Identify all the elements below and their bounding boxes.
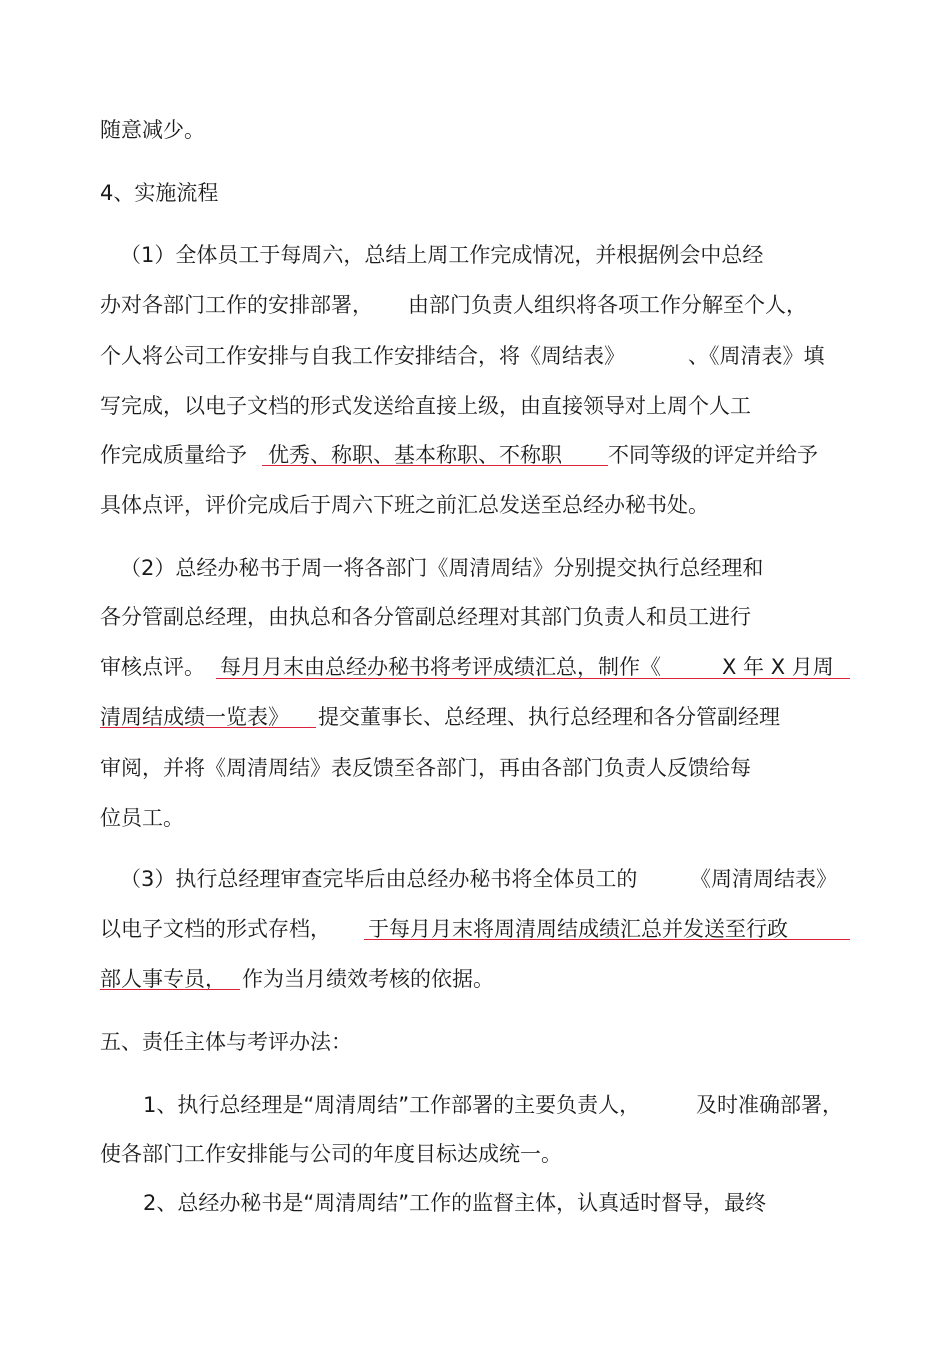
text-line (0, 115, 950, 145)
text-segment: 由部门负责人组织将各项工作分解至个人， (408, 293, 807, 317)
red-underline (100, 989, 240, 990)
red-underline (216, 678, 850, 679)
text-segment: （3）执行总经理审查完毕后由总经办秘书将全体员工的 (120, 867, 638, 891)
text-line (0, 290, 950, 320)
underlined-text: 优秀、称职、基本称职、不称职 (268, 443, 562, 467)
red-underline (262, 465, 608, 466)
underlined-text: 部人事专员， (100, 967, 226, 991)
section-heading (0, 178, 950, 208)
text-segment: 位员工。 (100, 806, 184, 830)
text-line (0, 602, 950, 632)
text-segment: 及时准确部署， (696, 1093, 843, 1117)
text-segment: 随意减少。 (100, 118, 205, 142)
text-segment: 以电子文档的形式存档， (100, 917, 331, 941)
underlined-text: X 年 X 月周 (722, 655, 834, 679)
text-segment: 不同等级的评定并给予 (608, 443, 818, 467)
text-segment: 五、责任主体与考评办法： (100, 1030, 352, 1054)
text-segment: 个人将公司工作安排与自我工作安排结合，将《周结表》 (100, 344, 625, 368)
text-segment: 各分管副总经理，由执总和各分管副总经理对其部门负责人和员工进行 (100, 605, 751, 629)
text-segment: 提交董事长、总经理、执行总经理和各分管副经理 (318, 705, 780, 729)
underlined-text: 每月月末由总经办秘书将考评成绩汇总，制作《 (220, 655, 661, 679)
text-line (0, 553, 950, 583)
text-segment: 作为当月绩效考核的依据。 (242, 967, 494, 991)
text-line (0, 240, 950, 270)
text-segment: 写完成，以电子文档的形式发送给直接上级，由直接领导对上周个人工 (100, 394, 751, 418)
text-segment: 审阅，并将《周清周结》表反馈至各部门，再由各部门负责人反馈给每 (100, 756, 751, 780)
underlined-text: 于每月月末将周清周结成绩汇总并发送至行政 (368, 917, 788, 941)
text-segment: 审核点评。 (100, 655, 205, 679)
text-segment: 1、执行总经理是“周清周结”工作部署的主要负责人， (143, 1093, 641, 1117)
red-underline (100, 727, 316, 728)
text-segment: （1）全体员工于每周六，总结上周工作完成情况，并根据例会中总经 (120, 243, 764, 267)
text-segment: 使各部门工作安排能与公司的年度目标达成统一。 (100, 1142, 562, 1166)
text-segment: 《周清周结表》 (690, 867, 837, 891)
text-line (0, 864, 950, 894)
text-line (0, 341, 950, 371)
section-heading (0, 1027, 950, 1057)
text-segment: （2）总经办秘书于周一将各部门《周清周结》分别提交执行总经理和 (120, 556, 764, 580)
text-line (0, 1090, 950, 1120)
text-segment: 具体点评，评价完成后于周六下班之前汇总发送至总经办秘书处。 (100, 493, 709, 517)
text-segment: 作完成质量给予 (100, 443, 247, 467)
text-line (0, 1188, 950, 1218)
text-line (0, 753, 950, 783)
text-line (0, 490, 950, 520)
text-segment: 办对各部门工作的安排部署， (100, 293, 373, 317)
red-underline (364, 939, 850, 940)
text-segment: 、《周清表》填 (688, 344, 825, 368)
text-line (0, 803, 950, 833)
text-segment: 2、总经办秘书是“周清周结”工作的监督主体，认真适时督导，最终 (143, 1191, 767, 1215)
underlined-text: 清周结成绩一览表》 (100, 705, 289, 729)
text-line (0, 1139, 950, 1169)
text-segment: 4、实施流程 (100, 181, 219, 205)
text-line (0, 391, 950, 421)
